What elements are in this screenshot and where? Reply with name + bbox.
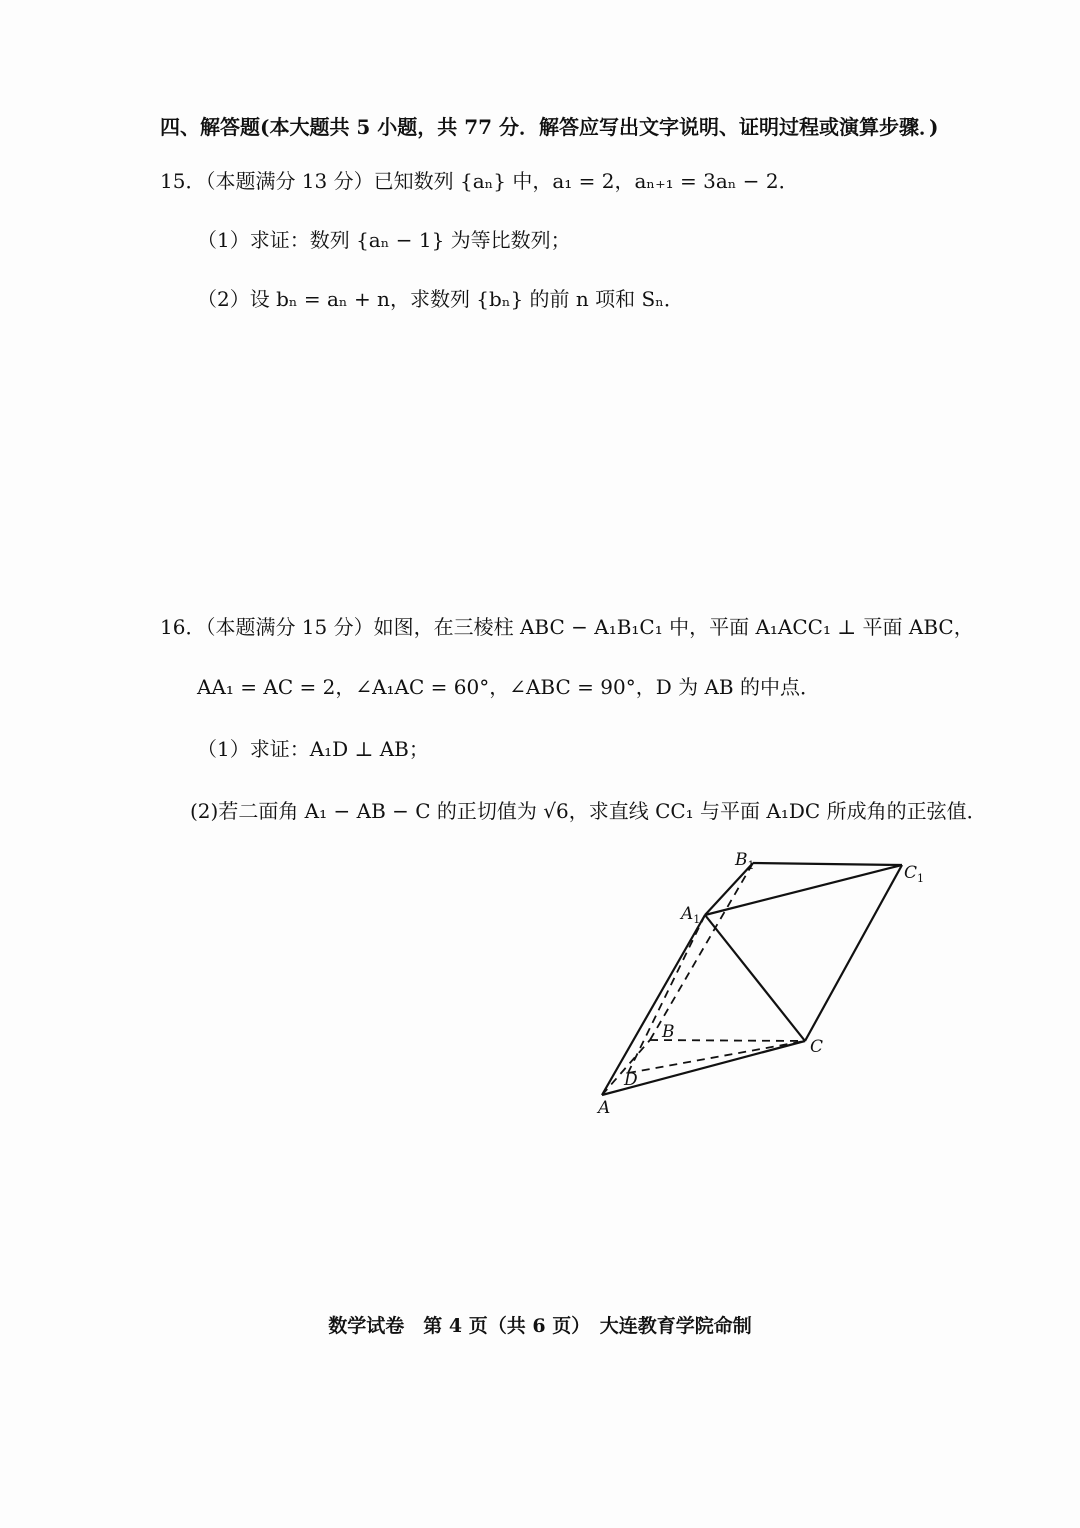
edge-a1-d	[628, 915, 705, 1073]
question-16-conditions: AA₁ = AC = 2，∠A₁AC = 60°，∠ABC = 90°，D 为 AB 的中点．	[197, 675, 820, 699]
label-b1-letter: B	[735, 850, 748, 870]
label-a1-subscript: 1	[693, 913, 701, 926]
label-b1	[734, 850, 755, 872]
label-b1-subscript: 1	[747, 859, 755, 872]
label-c1	[904, 863, 924, 885]
edge-a1-b1	[705, 863, 753, 915]
label-d: D	[624, 1070, 638, 1090]
prism-figure	[590, 845, 950, 1120]
edge-a1-c1	[705, 865, 902, 915]
edge-d-c	[628, 1041, 805, 1073]
edge-a1-c	[705, 915, 805, 1041]
question-16-part-2: (2)若二面角 A₁ − AB − C 的正切值为 √6，求直线 CC₁ 与平面 A₁DC 所成角的正弦值．	[190, 799, 987, 823]
question-15-part-1: （1）求证：数列 {aₙ − 1} 为等比数列；	[197, 228, 571, 252]
page-footer: 数学试卷 第 4 页（共 6 页） 大连教育学院命制	[328, 1315, 752, 1337]
label-b: B	[662, 1022, 675, 1042]
label-c: C	[810, 1037, 824, 1057]
question-15-stem: 15．（本题满分 13 分）已知数列 {aₙ} 中，a₁ = 2，aₙ₊₁ = 3aₙ − 2．	[160, 169, 799, 193]
section-title: 四、解答题(本大题共 5 小题，共 77 分．解答应写出文字说明、证明过程或演算步骤．)	[160, 115, 939, 139]
edge-c1-c	[805, 865, 902, 1041]
label-a1-letter: A	[681, 904, 694, 924]
label-c1-subscript: 1	[917, 872, 925, 885]
edge-b1-c1	[753, 863, 902, 865]
edge-b-b1	[650, 863, 753, 1040]
question-16-stem: 16．（本题满分 15 分）如图，在三棱柱 ABC − A₁B₁C₁ 中，平面 A₁ACC₁ ⊥ 平面 ABC，	[160, 615, 974, 639]
label-a1	[679, 904, 700, 926]
label-a: A	[598, 1098, 611, 1118]
question-16-part-1: （1）求证：A₁D ⊥ AB；	[197, 737, 429, 761]
question-15-part-2: （2）设 bₙ = aₙ + n，求数列 {bₙ} 的前 n 项和 Sₙ．	[197, 287, 684, 311]
edge-a-a1	[602, 915, 705, 1095]
label-c1-letter: C	[904, 863, 918, 883]
